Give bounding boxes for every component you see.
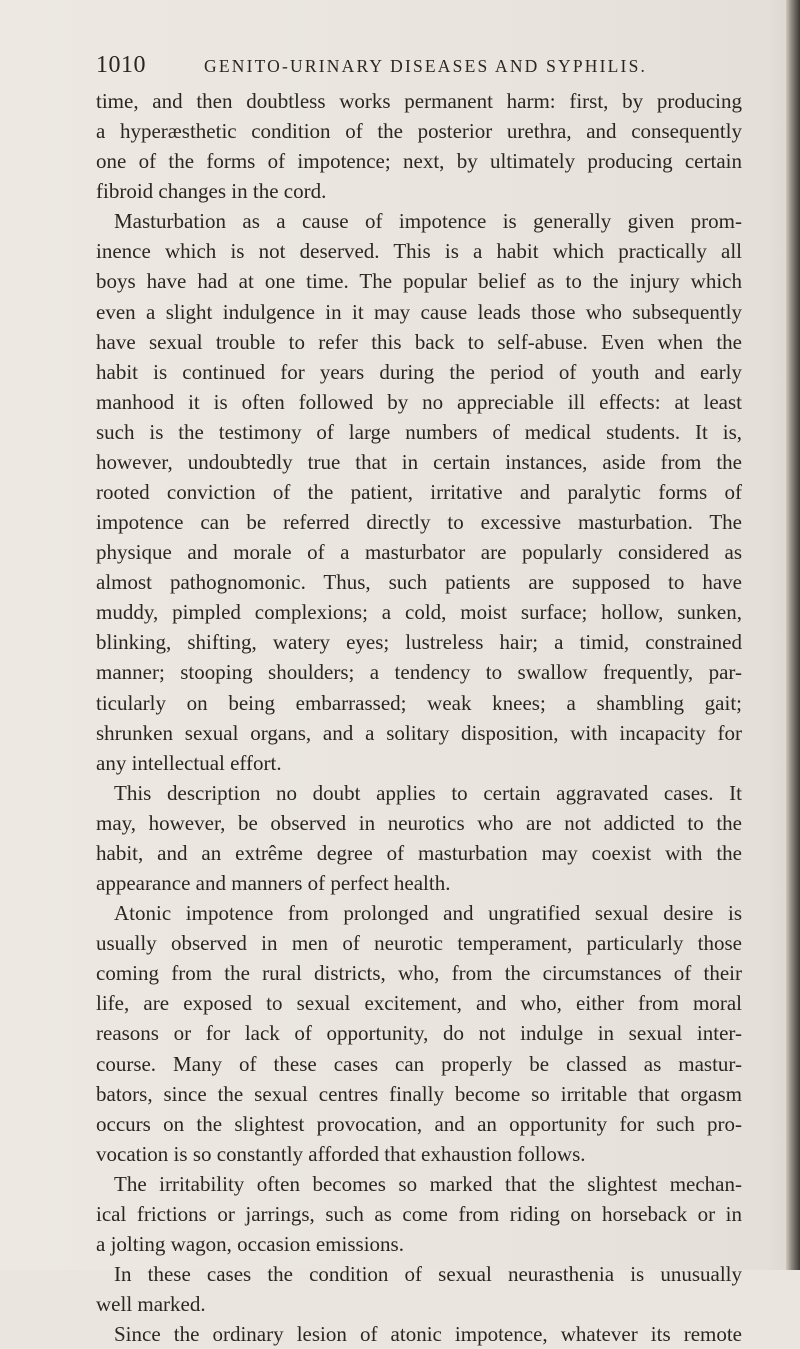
text-line: reasons or for lack of opportunity, do not indulge in sexual inter- [96,1021,742,1046]
text-line: Atonic impotence from prolonged and ungratified sexual desire is [114,901,742,926]
text-line: In these cases the condition of sexual neurasthenia is unusually [114,1262,742,1287]
running-title: GENITO-URINARY DISEASES AND SYPHILIS. [204,56,648,76]
text-line: occurs on the slightest provocation, and an opportunity for such pro- [96,1111,742,1136]
text-line: have sexual trouble to refer this back to self-abuse. Even when the [96,329,742,354]
text-line: rooted conviction of the patient, irritative and paralytic forms of [96,480,742,505]
text-line: vocation is so constantly afforded that exhaustion follows. [96,1141,586,1166]
text-line: a hyperæsthetic condition of the posterior urethra, and consequently [96,119,742,144]
text-line: appearance and manners of perfect health. [96,871,451,896]
text-line: impotence can be referred directly to excessive masturbation. The [96,510,742,535]
text-line: well marked. [96,1292,206,1317]
page-number: 1010 [96,52,146,78]
text-line: life, are exposed to sexual excitement, and who, either from moral [96,991,742,1016]
text-line: bators, since the sexual centres finally become so irritable that orgasm [96,1081,742,1106]
text-line: Masturbation as a cause of impotence is generally given prom- [114,209,742,234]
text-line: a jolting wagon, occasion emissions. [96,1231,404,1256]
text-line: manner; stooping shoulders; a tendency to swallow frequently, par- [96,660,742,685]
text-line: even a slight indulgence in it may cause leads those who subsequently [96,299,742,324]
page-edge-shadow [786,0,800,1270]
text-line: manhood it is often followed by no appreciable ill effects: at least [96,389,742,414]
text-line: fibroid changes in the cord. [96,179,327,204]
text-line: time, and then doubtless works permanent harm: first, by producing [96,89,742,113]
text-line: one of the forms of impotence; next, by ultimately producing certain [96,149,742,174]
text-line: however, undoubtedly true that in certain instances, aside from the [96,449,742,474]
body-text [96,86,742,1349]
running-head [96,52,736,82]
text-line: inence which is not deserved. This is a habit which practically all [96,239,742,264]
text-line: blinking, shifting, watery eyes; lustreless hair; a timid, constrained [96,630,742,655]
text-line: physique and morale of a masturbator are popularly considered as [96,540,742,565]
text-line: boys have had at one time. The popular belief as to the injury which [96,269,742,294]
text-line: habit, and an extrême degree of masturbation may coexist with the [96,840,742,865]
text-line: may, however, be observed in neurotics who are not addicted to the [96,810,742,835]
text-line: course. Many of these cases can properly be classed as mastur- [96,1051,742,1076]
text-line: muddy, pimpled complexions; a cold, moist surface; hollow, sunken, [96,600,742,625]
text-line: such is the testimony of large numbers of medical students. It is, [96,419,742,444]
text-line: coming from the rural districts, who, from the circumstances of their [96,961,742,986]
text-line: ical frictions or jarrings, such as come from riding on horseback or in [96,1201,742,1226]
text-line: The irritability often becomes so marked that the slightest mechan- [114,1171,742,1196]
text-line: habit is continued for years during the period of youth and early [96,359,742,384]
text-line: This description no doubt applies to certain aggravated cases. It [114,780,742,805]
text-line: usually observed in men of neurotic temperament, particularly those [96,931,742,956]
text-line: shrunken sexual organs, and a solitary disposition, with incapacity for [96,720,742,745]
text-line: any intellectual effort. [96,750,282,775]
text-line: ticularly on being embarrassed; weak knees; a shambling gait; [96,690,742,715]
text-line: almost pathognomonic. Thus, such patients are supposed to have [96,570,742,595]
text-line: Since the ordinary lesion of atonic impotence, whatever its remote [114,1322,742,1347]
